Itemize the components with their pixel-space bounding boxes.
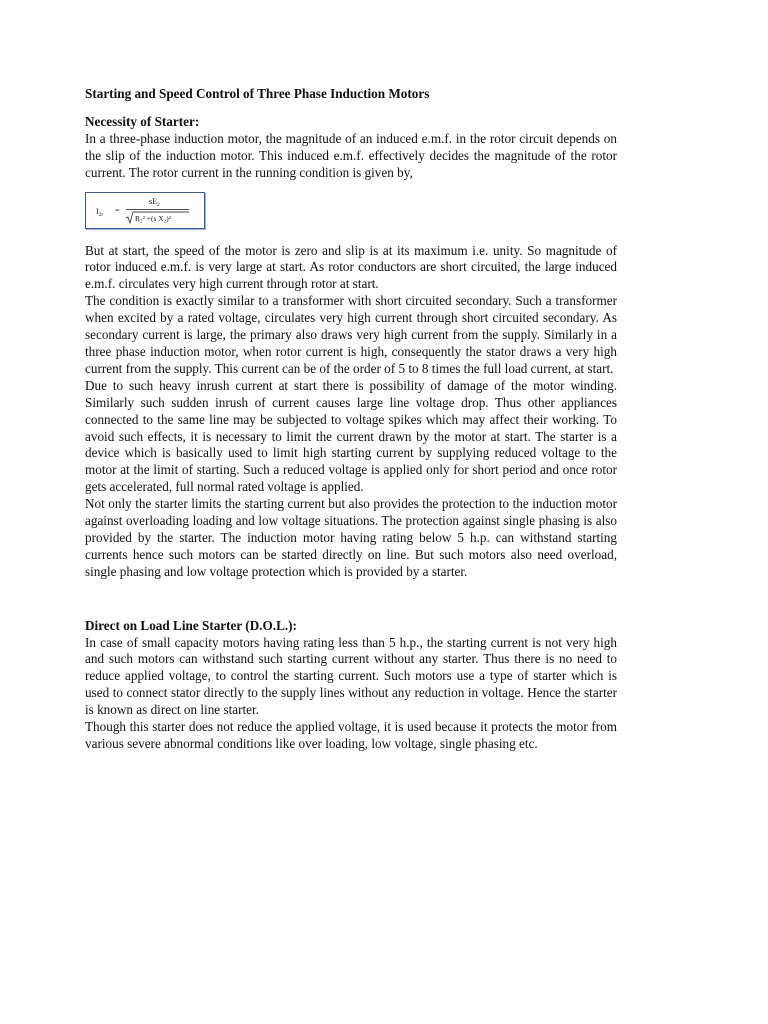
formula-lhs: I	[96, 206, 99, 216]
formula-graphic	[86, 193, 204, 228]
document-title: Starting and Speed Control of Three Phase Induction Motors	[85, 86, 430, 101]
section-heading-dol-starter: Direct on Load Line Starter (D.O.L.):	[85, 617, 297, 633]
paragraph-3: Due to such heavy inrush current at start there is possibility of damage of the motor winding. Similarly such sudden inrush of current causes large line voltage drop. Thus other appliances connected to the same line may be subjected to voltage spikes which may affect their working. To avoid such effects, it is necessary to limit the current drawn by the motor at start. The starter is a device which is basically used to limit high starting current by supplying reduced voltage to the motor at the limit of starting. Such a reduced voltage is applied only for short period and once rotor gets accelerated, full normal rated voltage is applied.	[85, 377, 617, 495]
formula-numerator: sE	[149, 196, 157, 206]
formula-lhs-sub: 2r	[98, 211, 104, 218]
paragraph-intro: In a three-phase induction motor, the magnitude of an induced e.m.f. in the rotor circuit depends on the slip of the induction motor. This induced e.m.f. effectively decides the magnitude of the rotor current. The rotor current in the running condition is given by,	[85, 130, 617, 180]
section-spacer	[85, 581, 617, 618]
paragraph-6: Though this starter does not reduce the applied voltage, it is used because it protects the motor from various severe abnormal conditions like over loading, low voltage, single phasing etc.	[85, 719, 617, 751]
formula-equals: =	[115, 205, 120, 215]
paragraph-5: In case of small capacity motors having rating less than 5 h.p., the starting current is not very high and such motors can withstand such starting current without any starter. Thus there is no need to reduce applied voltage, to control the starting current. Such motors use a type of starter which is used to connect stator directly to the supply lines without any reduction in voltage. Hence the starter is known as direct on line starter.	[85, 634, 617, 718]
paragraph-1: But at start, the speed of the motor is zero and slip is at its maximum i.e. unity. So magnitude of rotor induced e.m.f. is very large at start. As rotor conductors are short circuited, the large induced e.m.f. circulates very high current through rotor at start.	[85, 242, 617, 292]
paragraph-4: Not only the starter limits the starting current but also provides the protection to the induction motor against overloading loading and low voltage situations. The protection against single phasing is also provided by the starter. The induction motor having rating below 5 h.p. can withstand starting currents hence such motors can be started directly on line. But such motors also need overload, single phasing and low voltage protection which is provided by a starter.	[85, 496, 617, 579]
section-heading-necessity-of-starter: Necessity of Starter:	[85, 113, 200, 129]
paragraph-2: The condition is exactly similar to a transformer with short circuited secondary. Such a transformer when excited by a rated voltage, circulates very high current through short circuited secondary. As secondary current is large, the primary also draws very high current from the supply. Similarly in a three phase induction motor, when rotor current is high, consequently the stator draws a very high current from the supply. This current can be of the order of 5 to 8 times the full load current, at start.	[85, 293, 617, 376]
formula-numerator-sub: 2	[157, 201, 160, 208]
document-page	[85, 86, 617, 753]
svg-text:I2r	[96, 207, 103, 218]
svg-text:sE2	[149, 197, 160, 208]
rotor-current-formula	[85, 192, 205, 229]
formula-denominator: R₂² +(s X₂)²	[135, 213, 172, 223]
